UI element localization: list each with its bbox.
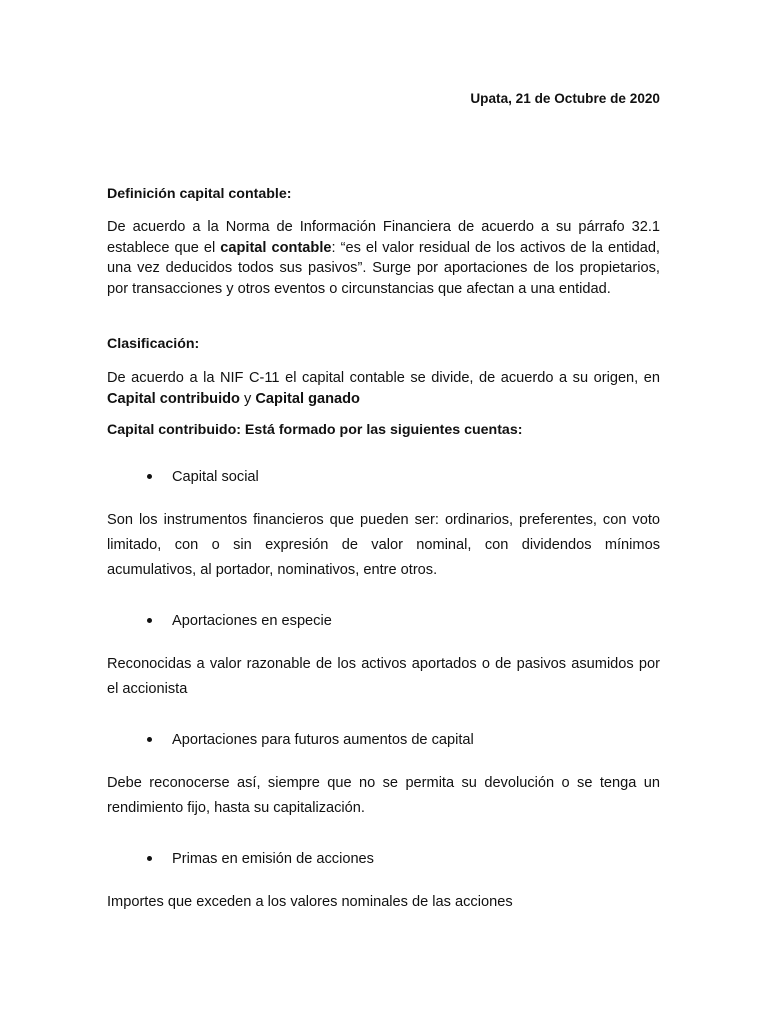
bullet-icon [147, 474, 152, 479]
definition-paragraph [107, 217, 660, 299]
list-item-description: Reconocidas a valor razonable de los activos aportados o de pasivos asumidos por el accionista [107, 656, 660, 697]
list-item-label: Aportaciones en especie [172, 613, 332, 629]
definition-bold-term: capital contable [220, 239, 332, 256]
list-item-description: Importes que exceden a los valores nominales de las acciones [107, 894, 513, 910]
definition-text-2: : “es el valor residual de los activos de la entidad, una vez deducidos todos sus pasivos”. Surge por aportaciones de los propietarios, por transacciones y otros eventos o circunstancias que afectan a una entidad. [107, 239, 660, 297]
bullet-icon [147, 856, 152, 861]
list-item [147, 469, 259, 485]
definition-heading: Definición capital contable: [107, 186, 292, 202]
list-item-description: Debe reconocerse así, siempre que no se permita su devolución o se tenga un rendimiento fijo, hasta su capitalización. [107, 775, 660, 816]
bullet-icon [147, 618, 152, 623]
classification-text-2: y [239, 390, 256, 407]
document-date: Upata, 21 de Octubre de 2020 [470, 91, 660, 106]
list-item-description: Son los instrumentos financieros que pueden ser: ordinarios, preferentes, con voto limitado, con o sin expresión de valor nominal, con dividendos mínimos acumulativos, al portador, nominativos, entre otros. [107, 512, 660, 578]
classification-paragraph [107, 368, 660, 409]
classification-heading: Clasificación: [107, 336, 200, 352]
list-item-label: Aportaciones para futuros aumentos de capital [172, 732, 474, 748]
list-item [147, 851, 374, 867]
list-item-label: Capital social [172, 469, 259, 485]
classification-bold-2: Capital ganado [255, 390, 360, 407]
classification-text-1: De acuerdo a la NIF C-11 el capital contable se divide, de acuerdo a su origen, en [107, 370, 660, 386]
classification-bold-1: Capital contribuido [107, 390, 240, 407]
list-item [147, 732, 474, 748]
list-item [147, 613, 332, 629]
contributed-heading: Capital contribuido: Está formado por las siguientes cuentas: [107, 422, 523, 438]
bullet-icon [147, 737, 152, 742]
list-item-label: Primas en emisión de acciones [172, 851, 374, 867]
definition-text-1: De acuerdo a la Norma de Información Financiera de acuerdo a su párrafo 32.1 establece que el [107, 219, 660, 256]
